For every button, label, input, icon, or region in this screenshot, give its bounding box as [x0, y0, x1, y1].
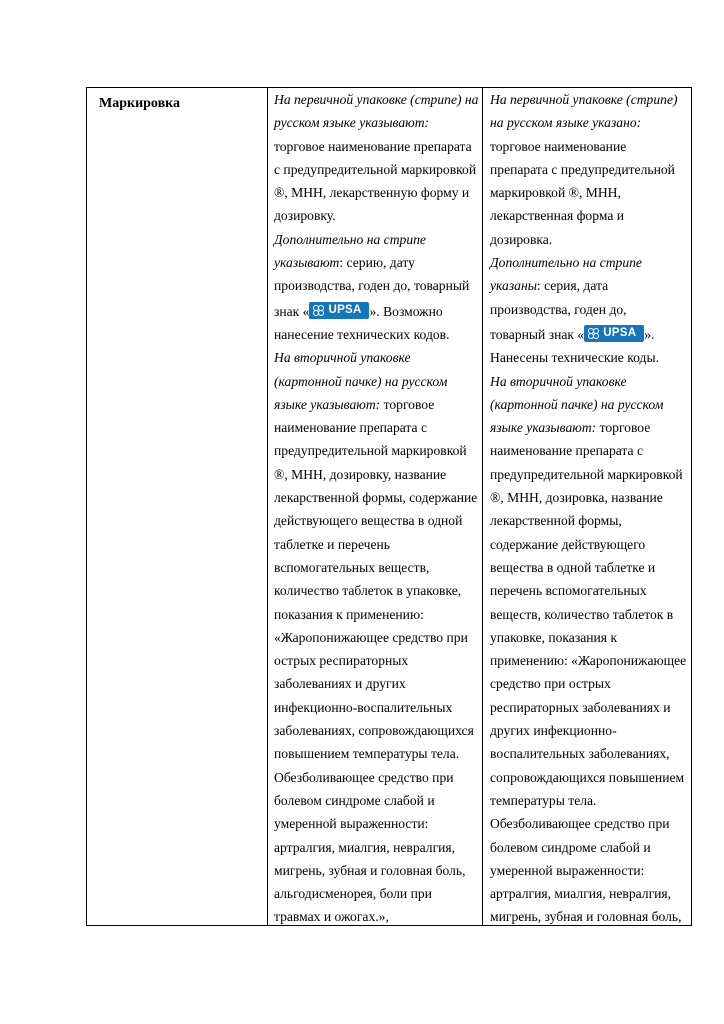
text-span: торговое	[596, 420, 651, 436]
text-line: с предупредительной маркировкой	[274, 161, 477, 177]
upsa-logo-icon	[584, 325, 644, 342]
text-line	[490, 416, 690, 439]
text-span: знак «	[274, 303, 310, 319]
text-line: упаковке, показания к	[490, 629, 618, 645]
text-line: артралгия, миалгия, невралгия,	[274, 839, 456, 855]
text-line: травмах и ожогах.»,	[274, 909, 389, 925]
text-line: вспомогательных веществ,	[274, 559, 430, 575]
text-line: торговое наименование препарата	[274, 138, 472, 154]
text-span: языке указывают:	[274, 396, 381, 412]
text-line: воспалительных заболеваниях,	[490, 746, 670, 762]
text-line: инфекционно-воспалительных	[274, 699, 453, 715]
text-line: альгодисменорея, боли при	[274, 886, 432, 902]
text-line: показания к применению:	[274, 606, 424, 622]
row-label: Маркировка	[99, 96, 180, 111]
text-line: мигрень, зубная и головная боль,	[490, 909, 682, 925]
text-line: применению: «Жаропонижающее	[490, 653, 687, 669]
text-line: лекарственной формы, содержание	[274, 490, 478, 506]
text-line	[274, 393, 480, 416]
text-line: производства, годен до, товарный	[274, 278, 470, 294]
text-line: мигрень, зубная и головная боль,	[274, 862, 466, 878]
upsa-logo-icon	[309, 302, 369, 319]
text-line: умеренной выраженности:	[490, 862, 645, 878]
text-line: «Жаропонижающее средство при	[274, 629, 468, 645]
text-span: товарный знак «	[490, 326, 585, 342]
text-line: других инфекционно-	[490, 723, 617, 739]
text-span: языке указывают:	[490, 420, 597, 436]
text-line: средство при острых	[490, 676, 611, 692]
text-span: торговое	[380, 396, 435, 412]
text-line: ®, МНН, дозировка, название	[490, 490, 663, 506]
text-line: На первичной упаковке (стрипе)	[490, 92, 678, 107]
text-line: болевом синдроме слабой и	[490, 839, 651, 855]
text-span: указаны	[490, 278, 537, 294]
text-line: производства, годен до,	[490, 301, 627, 317]
text-line: (картонной пачке) на русском	[490, 396, 664, 412]
text-line: на русском языке указано:	[490, 115, 642, 131]
text-line: заболеваниях и других	[274, 676, 406, 692]
text-line: препарата с предупредительной	[490, 161, 675, 177]
text-line	[274, 251, 480, 274]
text-span: : серия, дата	[536, 278, 609, 294]
text-line: повышением температуры тела.	[274, 746, 460, 762]
text-line: таблетке и перечень	[274, 536, 390, 552]
text-line: На вторичной упаковке	[490, 373, 627, 389]
text-line: предупредительной маркировкой	[490, 466, 683, 482]
text-line: русском языке указывают:	[274, 115, 430, 131]
text-line: Обезболивающее средство при	[274, 769, 454, 785]
text-line: количество таблеток в упаковке,	[274, 583, 462, 599]
text-line	[490, 323, 690, 346]
text-line: наименование препарата с	[274, 420, 428, 436]
text-line: болевом синдроме слабой и	[274, 792, 435, 808]
text-line: вещества в одной таблетке и	[490, 559, 656, 575]
text-line: ®, МНН, дозировку, название	[274, 466, 447, 482]
text-line: заболеваниях, сопровождающихся	[274, 723, 474, 739]
text-line: умеренной выраженности:	[274, 816, 429, 832]
text-line: острых респираторных	[274, 653, 409, 669]
text-span: ».	[644, 326, 655, 342]
text-line: Дополнительно на стрипе	[490, 255, 642, 271]
text-line: Дополнительно на стрипе	[274, 231, 426, 247]
text-line: температуры тела.	[490, 792, 597, 808]
clover-icon	[588, 328, 599, 339]
text-line	[274, 300, 480, 323]
text-line: лекарственная форма и	[490, 208, 625, 224]
text-line: респираторных заболеваниях и	[490, 699, 671, 715]
text-span: : серию, дату	[339, 255, 415, 271]
text-line: торговое наименование	[490, 138, 627, 154]
text-line: лекарственной формы,	[490, 513, 622, 529]
clover-icon	[313, 305, 324, 316]
text-line	[490, 274, 690, 297]
text-line: (картонной пачке) на русском	[274, 373, 448, 389]
actual-labeling-column	[490, 88, 690, 929]
logo-text: UPSA	[603, 326, 637, 339]
text-line: перечень вспомогательных	[490, 583, 647, 599]
text-line: дозировка.	[490, 231, 553, 247]
text-line: действующего вещества в одной	[274, 513, 463, 529]
text-line: предупредительной маркировкой	[274, 443, 467, 459]
text-line: ®, МНН, лекарственную форму и	[274, 185, 470, 201]
logo-text: UPSA	[328, 303, 362, 316]
comparison-table	[86, 87, 692, 926]
text-line: Нанесены технические коды.	[490, 350, 659, 366]
text-line: артралгия, миалгия, невралгия,	[490, 886, 672, 902]
column-divider	[482, 88, 483, 925]
text-line: На первичной упаковке (стрипе) на	[274, 92, 479, 107]
text-line: содержание действующего	[490, 536, 646, 552]
text-span: ». Возможно	[369, 303, 443, 319]
text-line: маркировкой ®, МНН,	[490, 185, 621, 201]
text-line: дозировку.	[274, 208, 336, 224]
text-line: Обезболивающее средство при	[490, 816, 670, 832]
text-span: указывают	[274, 255, 340, 271]
text-line: наименование препарата с	[490, 443, 644, 459]
text-line: сопровождающихся повышением	[490, 769, 685, 785]
labeling-requirements-column	[274, 88, 480, 929]
text-line: На вторичной упаковке	[274, 350, 411, 366]
column-divider	[267, 88, 268, 925]
text-line: веществ, количество таблеток в	[490, 606, 674, 622]
text-line: нанесение технических кодов.	[274, 326, 450, 342]
